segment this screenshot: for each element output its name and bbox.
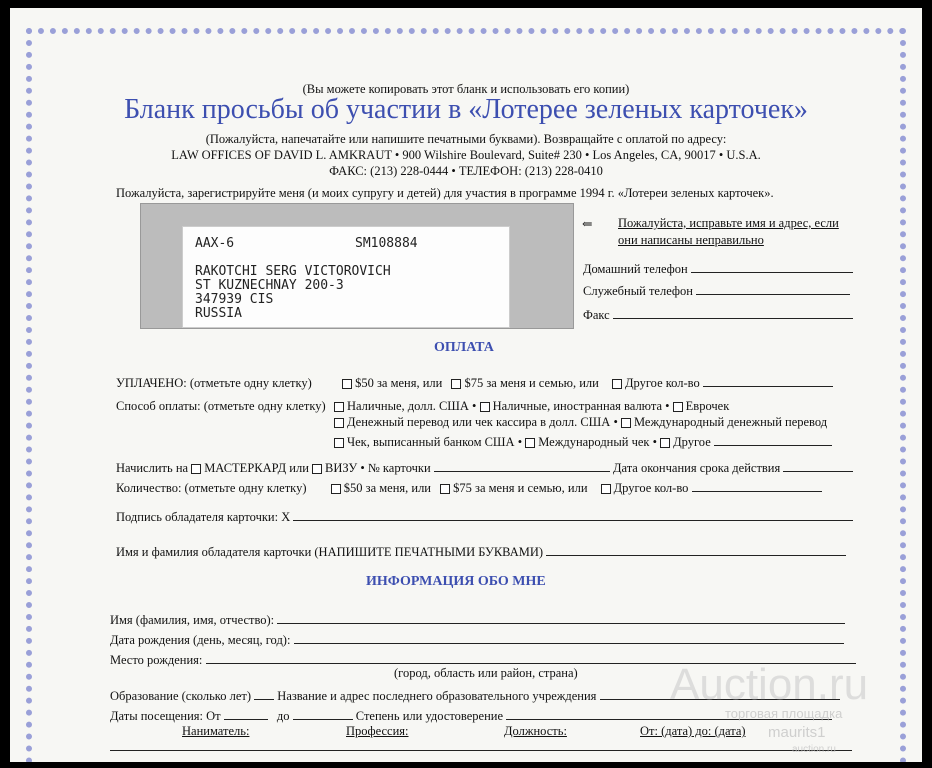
paid-75-checkbox[interactable] xyxy=(451,379,461,389)
intl-money-order-label: Международный денежный перевод xyxy=(633,415,828,429)
method-label: Способ оплаты: (отметьте одну клетку) xyxy=(116,399,326,413)
name-row xyxy=(110,609,845,628)
watermark-user: maurits1 xyxy=(768,724,826,741)
dob-label: Дата рождения (день, месяц, год): xyxy=(110,633,291,647)
mastercard-checkbox[interactable] xyxy=(191,464,201,474)
return-note: (Пожалуйста, напечатайте или напишите печатными буквами). Возвращайте с оплатой по адресу: xyxy=(205,132,727,146)
address-line: LAW OFFICES OF DAVID L. AMKRAUT • 900 Wilshire Boulevard, Suite# 230 • Los Angeles, CA, 90017 • U.S.A. xyxy=(171,148,761,162)
method-row-1 xyxy=(334,399,729,414)
paid-other-label: Другое кол-во xyxy=(624,376,700,390)
eurocheque-checkbox[interactable] xyxy=(673,402,683,412)
charge-row xyxy=(116,457,853,476)
birthplace-hint: (город, область или район, страна) xyxy=(394,666,578,680)
label-postcode: 347939 CIS xyxy=(195,292,274,307)
attendance-to-field[interactable] xyxy=(293,705,353,720)
dob-row xyxy=(110,629,844,648)
signature-field[interactable] xyxy=(293,506,853,521)
paid-75-label: $75 за меня и семью, или xyxy=(464,376,599,390)
employer-header: Наниматель: xyxy=(182,724,250,738)
paid-other-field[interactable] xyxy=(703,372,833,387)
birthplace-label: Место рождения: xyxy=(110,653,203,667)
attendance-from-label: Даты посещения: От xyxy=(110,709,221,723)
paid-50-label: $50 за меня, или xyxy=(355,376,443,390)
label-code: AAX-6 xyxy=(195,236,235,251)
qty-row xyxy=(116,477,822,496)
dates-header: От: (дата) до: (дата) xyxy=(640,724,746,738)
form-title: Бланк просьбы об участии в «Лотерее зеленых карточек» xyxy=(124,94,808,125)
register-line: Пожалуйста, зарегистрируйте меня (и моих супругу и детей) для участия в программе 1994 г. «Лотереи зеленых карточек». xyxy=(116,186,774,200)
qty-75-label: $75 за меня и семью, или xyxy=(453,481,588,495)
work-phone-field[interactable] xyxy=(696,280,850,295)
qty-50-checkbox[interactable] xyxy=(331,484,341,494)
qty-other-checkbox[interactable] xyxy=(601,484,611,494)
copy-note: (Вы можете копировать этот бланк и использовать его копии) xyxy=(302,82,630,96)
us-bank-check-label: Чек, выписанный банком США • xyxy=(347,435,523,449)
cash-usd-checkbox[interactable] xyxy=(334,402,344,412)
fax-row xyxy=(583,304,853,323)
paid-50-checkbox[interactable] xyxy=(342,379,352,389)
holder-name-row xyxy=(116,541,846,560)
intl-money-order-checkbox[interactable] xyxy=(621,418,631,428)
eurocheque-label: Еврочек xyxy=(685,399,730,413)
holder-name-label: Имя и фамилия обладателя карточки (НАПИШИТЕ ПЕЧАТНЫМИ БУКВАМИ) xyxy=(116,545,544,559)
profession-header: Профессия: xyxy=(346,724,409,738)
holder-name-field[interactable] xyxy=(546,541,846,556)
visa-checkbox[interactable] xyxy=(312,464,322,474)
other-method-checkbox[interactable] xyxy=(660,438,670,448)
home-phone-field[interactable] xyxy=(691,258,853,273)
watermark-site: auction.ru xyxy=(792,744,836,755)
label-country: RUSSIA xyxy=(195,306,242,321)
intl-check-label: Международный чек • xyxy=(538,435,657,449)
other-method-label: Другое xyxy=(673,435,711,449)
about-heading: ИНФОРМАЦИЯ ОБО МНЕ xyxy=(366,574,546,589)
label-street: ST KUZNECHNAY 200-3 xyxy=(195,278,344,293)
employment-line[interactable] xyxy=(110,750,852,751)
education-years-label: Образование (сколько лет) xyxy=(110,689,252,703)
money-order-checkbox[interactable] xyxy=(334,418,344,428)
position-header: Должность: xyxy=(504,724,567,738)
signature-label: Подпись обладателя карточки: X xyxy=(116,510,291,524)
home-phone-row xyxy=(583,258,853,277)
correction-note-1: Пожалуйста, исправьте имя и адрес, если xyxy=(618,216,839,230)
education-years-field[interactable] xyxy=(254,685,274,700)
application-form-sheet xyxy=(10,8,922,762)
watermark-tagline: торговая площадка xyxy=(725,706,843,721)
degree-label: Степень или удостоверение xyxy=(355,709,504,723)
money-order-label: Денежный перевод или чек кассира в долл. США • xyxy=(347,415,618,429)
qty-50-label: $50 за меня, или xyxy=(343,481,431,495)
label-name: RAKOTCHI SERG VICTOROVICH xyxy=(195,264,391,279)
method-row-3 xyxy=(334,431,832,450)
qty-other-field[interactable] xyxy=(692,477,822,492)
qty-label: Количество: (отметьте одну клетку) xyxy=(116,481,307,495)
cash-usd-label: Наличные, долл. США • xyxy=(347,399,477,413)
education-name-label: Название и адрес последнего образовательного учреждения xyxy=(277,689,597,703)
fax-field[interactable] xyxy=(613,304,853,319)
label-id: SM108884 xyxy=(355,236,418,251)
work-phone-label: Служебный телефон xyxy=(583,284,693,298)
phone-line: ФАКС: (213) 228-0444 • ТЕЛЕФОН: (213) 228-0410 xyxy=(329,164,603,178)
card-number-field[interactable] xyxy=(434,457,610,472)
full-name-label: Имя (фамилия, имя, отчество): xyxy=(110,613,275,627)
full-name-field[interactable] xyxy=(277,609,845,624)
home-phone-label: Домашний телефон xyxy=(583,262,688,276)
work-phone-row xyxy=(583,280,850,299)
dob-field[interactable] xyxy=(294,629,844,644)
signature-row xyxy=(116,506,853,525)
expiry-field[interactable] xyxy=(783,457,853,472)
qty-other-label: Другое кол-во xyxy=(613,481,689,495)
mastercard-label: МАСТЕРКАРД или xyxy=(204,461,309,475)
mailing-label xyxy=(182,226,510,328)
cash-foreign-checkbox[interactable] xyxy=(480,402,490,412)
method-row-2 xyxy=(334,415,827,430)
other-method-field[interactable] xyxy=(714,431,832,446)
correction-note-2: они написаны неправильно xyxy=(618,233,764,247)
paid-row xyxy=(116,372,833,391)
attendance-to-label: до xyxy=(276,709,290,723)
arrow-icon: ⇐ xyxy=(582,217,593,231)
us-bank-check-checkbox[interactable] xyxy=(334,438,344,448)
intl-check-checkbox[interactable] xyxy=(525,438,535,448)
payment-heading: ОПЛАТА xyxy=(434,340,494,355)
qty-75-checkbox[interactable] xyxy=(440,484,450,494)
paid-label: УПЛАЧЕНО: (отметьте одну клетку) xyxy=(116,376,312,390)
fax-label: Факс xyxy=(583,308,610,322)
cash-foreign-label: Наличные, иностранная валюта • xyxy=(492,399,670,413)
paid-other-checkbox[interactable] xyxy=(612,379,622,389)
card-number-label: ВИЗУ • № карточки xyxy=(325,461,431,475)
charge-label: Начислить на xyxy=(116,461,189,475)
watermark-logo: Auction.ru xyxy=(670,660,869,709)
attendance-from-field[interactable] xyxy=(224,705,268,720)
expiry-label: Дата окончания срока действия xyxy=(612,461,781,475)
